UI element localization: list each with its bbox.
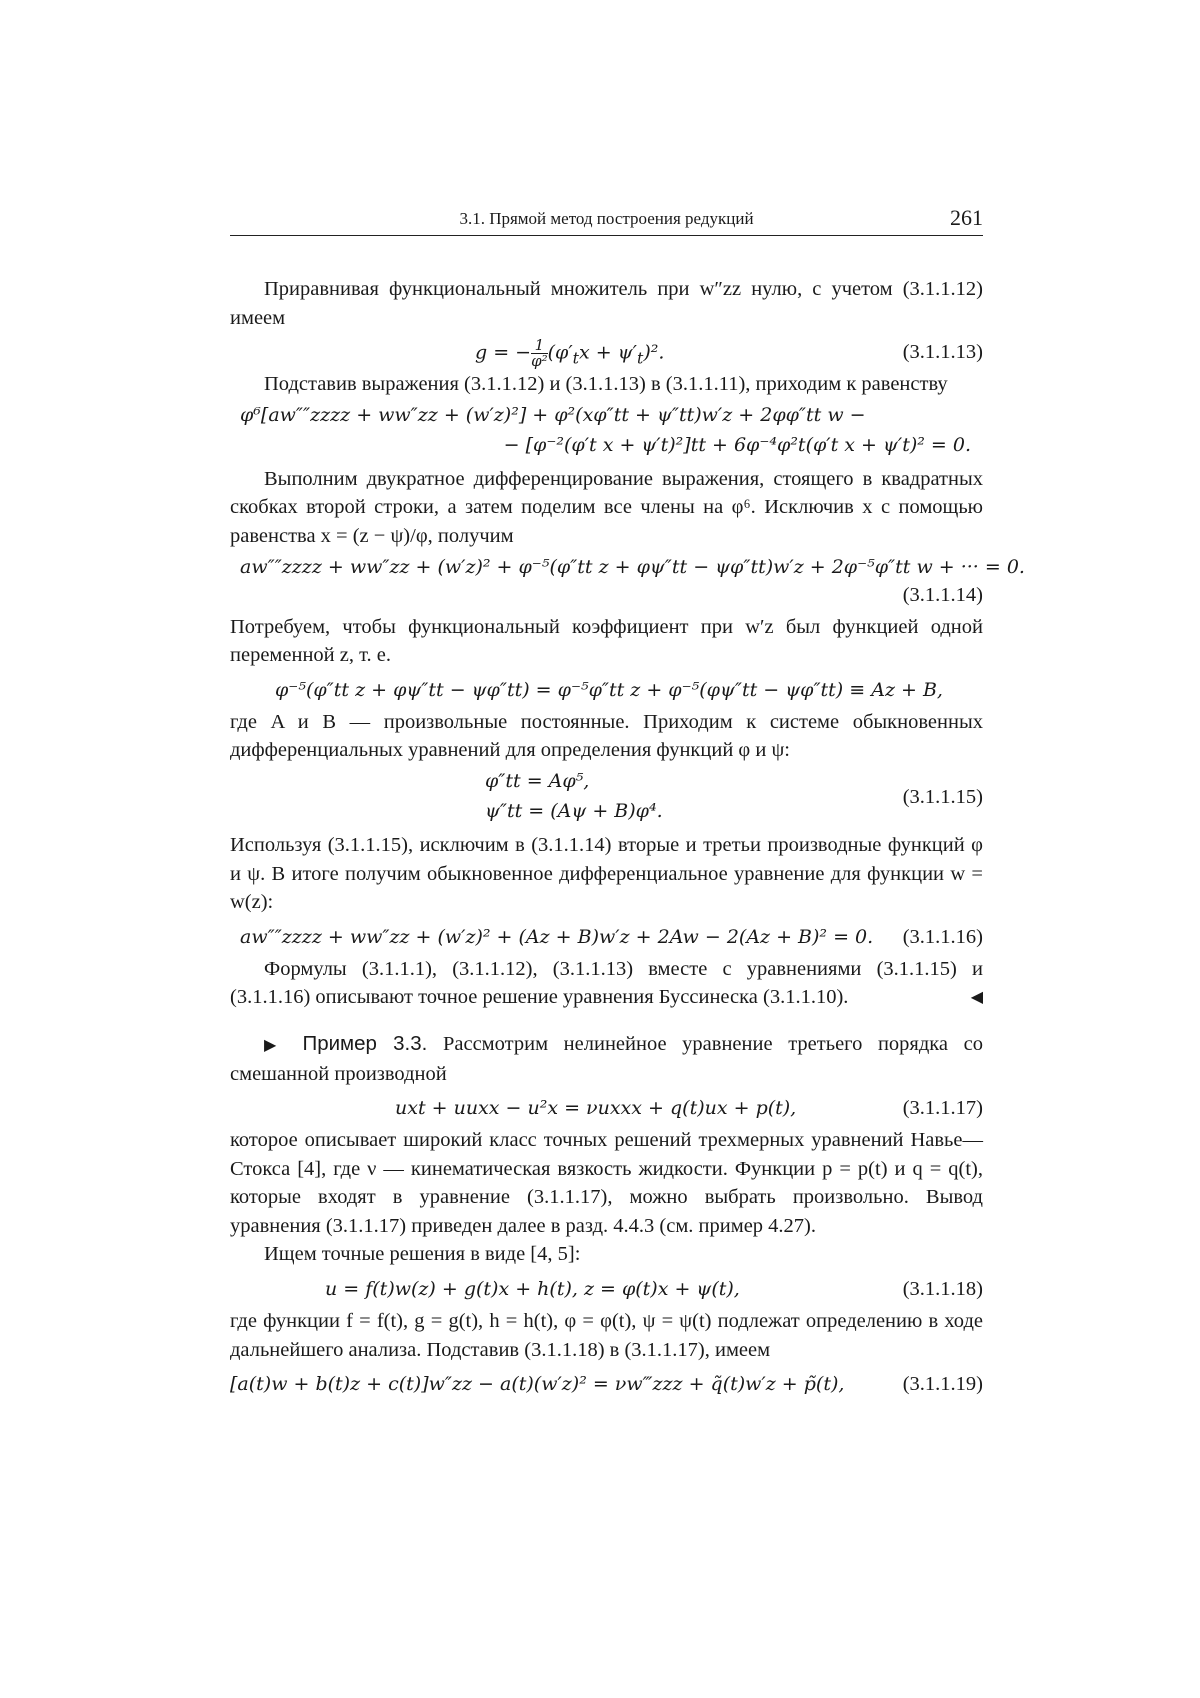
- equation-3-1-1-15: [230, 767, 983, 829]
- page-body: [230, 275, 1025, 1402]
- equation-3-1-1-14: [230, 553, 1025, 611]
- paragraph: [230, 955, 983, 1012]
- equation-formula: aw″″zzzz + ww″zz + (w′z)² + φ⁻⁵(φ″tt z + φψ″tt − ψφ″tt)w′z + 2φ⁻⁵φ″tt w + ··· = 0.: [240, 555, 1025, 578]
- paragraph: Используя (3.1.1.15), исключим в (3.1.1.14) вторые и третьи производные функций φ и ψ. В итоге получим обыкновенное дифференциальное уравнение для функции w = w(z):: [230, 833, 983, 914]
- example-label: Пример 3.3.: [302, 1031, 428, 1055]
- page-number: 261: [950, 205, 983, 230]
- equation-formula: [a(t)w + b(t)z + c(t)]w″zz − a(t)(w′z)² = νw‴zzz + q̃(t)w′z + p̃(t),: [230, 1373, 845, 1396]
- paragraph: которое описывает широкий класс точных решений трехмерных уравнений Навье—Стокса [4], где ν — кинематическая вязкость жидкости. Функции p = p(t) и q = q(t), которые входят в уравнение (3.1.1.17), можно выбрать произвольно. Вывод уравнения (3.1.1.17) приведен далее в разд. 4.4.3 (см. пример 4.27).: [230, 1129, 983, 1237]
- page-header: [230, 205, 983, 236]
- equation-number: (3.1.1.19): [902, 1373, 983, 1396]
- equation-line-2: ψ″tt = (Aψ + B)φ⁴.: [485, 799, 663, 822]
- fraction-numerator: 1: [531, 338, 548, 354]
- equation-number: (3.1.1.15): [902, 785, 983, 808]
- example-marker-icon: ▶: [264, 1034, 287, 1054]
- equation-3-1-1-16: [230, 919, 983, 953]
- equation-3-1-1-18: [230, 1271, 983, 1305]
- paragraph: Приравнивая функциональный множитель при w″zz нулю, с учетом (3.1.1.12) имеем: [230, 278, 983, 329]
- equation-line-2: − [φ⁻²(φ′t x + ψ′t)²]tt + 6φ⁻⁴φ²t(φ′t x + ψ′t)² = 0.: [503, 433, 971, 456]
- equation-formula: φ⁻⁵(φ″tt z + φψ″tt − ψφ″tt) = φ⁻⁵φ″tt z + φ⁻⁵(φψ″tt − ψφ″tt) ≡ Az + B,: [275, 678, 943, 701]
- equation-number: (3.1.1.16): [902, 925, 983, 948]
- paragraph: Потребуем, чтобы функциональный коэффициент при w′z был функцией одной переменной z, т. е.: [230, 615, 983, 667]
- equation-number: (3.1.1.18): [902, 1278, 983, 1301]
- fraction: [531, 338, 548, 369]
- equation-formula: g = − $\frac{1}{\text{φ²}}$ $(\varphi'_tx + \psi'_t)^2$.: [475, 336, 665, 371]
- paragraph: Выполним двукратное дифференцирование выражения, стоящего в квадратных скобках второй строки, а затем поделим все члены на φ⁶. Исключив x с помощью равенства x = (z − ψ)/φ, получим: [230, 467, 983, 547]
- equation-formula: u = f(t)w(z) + g(t)x + h(t), z = φ(t)x + ψ(t),: [325, 1278, 740, 1301]
- example-text: Рассмотрим нелинейное уравнение третьего порядка со смешанной производной: [230, 1032, 984, 1085]
- equation-line-1: φ⁶[aw″″zzzz + ww″zz + (w′z)²] + φ²(xφ″tt + ψ″tt)w′z + 2φφ″tt w −: [240, 403, 866, 426]
- equation-number: (3.1.1.14): [902, 583, 983, 606]
- equation-number: (3.1.1.13): [902, 341, 983, 364]
- equation-3-1-1-19: [230, 1366, 983, 1400]
- equation-long: [230, 401, 983, 463]
- paragraph-text: Формулы (3.1.1.1), (3.1.1.12), (3.1.1.13) вместе с уравнениями (3.1.1.15) и (3.1.1.16) описывают точное решение уравнения Буссинеска (3.1.1.10).: [230, 957, 983, 1009]
- paragraph: где функции f = f(t), g = g(t), h = h(t), φ = φ(t), ψ = ψ(t) подлежат определению в ходе дальнейшего анализа. Подставив (3.1.1.18) в (3.1.1.17), имеем: [230, 1310, 983, 1361]
- example-paragraph: [230, 1030, 983, 1088]
- equation-formula: uxt + uuxx − u²x = νuxxx + q(t)ux + p(t),: [395, 1097, 797, 1120]
- equation-formula: aw″″zzzz + ww″zz + (w′z)² + (Az + B)w′z + 2Aw − 2(Az + B)² = 0.: [240, 925, 874, 948]
- paragraph: Ищем точные решения в виде [4, 5]:: [264, 1243, 581, 1266]
- equation-number: (3.1.1.17): [902, 1097, 983, 1120]
- equation-3-1-1-13: [230, 334, 983, 371]
- paragraph: где A и B — произвольные постоянные. Приходим к системе обыкновенных дифференциальных уравнений для определения функций φ и ψ:: [230, 710, 983, 762]
- equation-3-1-1-17: [230, 1090, 983, 1124]
- spacer: [230, 1012, 983, 1030]
- running-title: 3.1. Прямой метод построения редукций: [459, 209, 754, 228]
- equation-line-1: φ″tt = Aφ⁵,: [485, 769, 590, 792]
- fraction-denominator: φ²: [531, 352, 548, 371]
- equation-condition: [230, 672, 983, 706]
- end-of-example-icon: ◀: [970, 987, 983, 1007]
- paragraph: Подставив выражения (3.1.1.12) и (3.1.1.13) в (3.1.1.11), приходим к равенству: [264, 373, 948, 396]
